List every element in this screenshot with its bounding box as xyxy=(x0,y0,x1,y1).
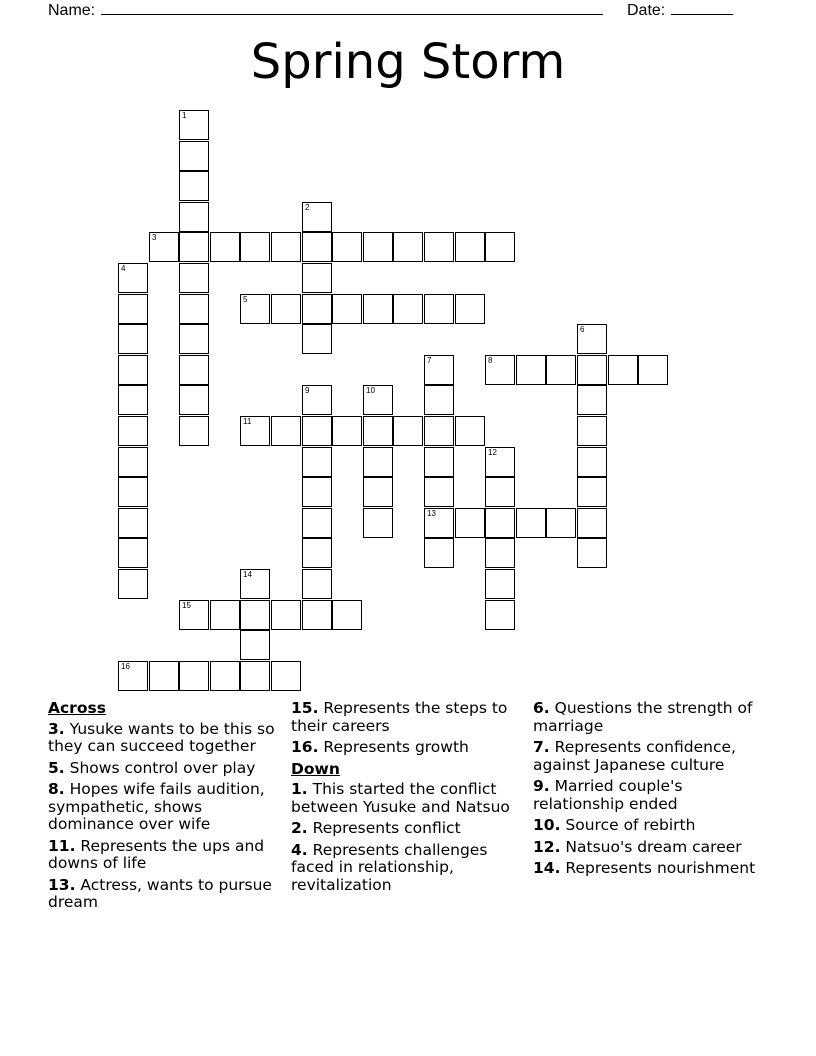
grid-cell[interactable] xyxy=(485,600,515,630)
grid-cell[interactable] xyxy=(485,538,515,568)
grid-cell[interactable] xyxy=(302,600,332,630)
grid-cell[interactable] xyxy=(424,294,454,324)
grid-cell[interactable] xyxy=(179,416,209,446)
grid-cell[interactable] xyxy=(424,538,454,568)
grid-cell[interactable] xyxy=(577,385,607,415)
clue-down-9: 9. Married couple's relationship ended xyxy=(533,777,683,813)
grid-cell[interactable] xyxy=(179,385,209,415)
clues-column-1 xyxy=(48,700,288,916)
grid-cell[interactable] xyxy=(179,661,209,691)
clue-across-3: 3. Yusuke wants to be this so they can succeed together xyxy=(48,719,275,755)
grid-cell[interactable] xyxy=(118,569,148,599)
grid-cell[interactable] xyxy=(302,263,332,293)
grid-cell[interactable] xyxy=(149,661,179,691)
grid-cell[interactable] xyxy=(302,385,332,415)
puzzle-title: Spring Storm xyxy=(250,34,566,90)
cell-number: 7 xyxy=(427,356,432,365)
grid-cell[interactable] xyxy=(424,355,454,385)
grid-cell[interactable] xyxy=(332,416,362,446)
grid-cell[interactable] xyxy=(179,202,209,232)
name-label: Name: xyxy=(48,2,96,19)
cell-number: 8 xyxy=(488,356,493,365)
clues-column-3 xyxy=(533,700,773,882)
grid-cell[interactable] xyxy=(363,416,393,446)
grid-cell[interactable] xyxy=(179,294,209,324)
grid-cell[interactable] xyxy=(363,447,393,477)
grid-cell[interactable] xyxy=(118,324,148,354)
grid-cell[interactable] xyxy=(271,232,301,262)
grid-cell[interactable] xyxy=(455,416,485,446)
grid-cell[interactable] xyxy=(302,569,332,599)
clue-down-7: 7. Represents confidence, against Japanese culture xyxy=(533,738,736,774)
cell-number: 10 xyxy=(366,386,375,395)
grid-cell[interactable] xyxy=(118,447,148,477)
grid-cell[interactable] xyxy=(608,355,638,385)
clue-down-10: 10. Source of rebirth xyxy=(533,816,696,834)
cell-number: 16 xyxy=(121,662,130,671)
grid-cell[interactable] xyxy=(118,385,148,415)
clue-down-14: 14. Represents nourishment xyxy=(533,859,756,877)
grid-cell[interactable] xyxy=(179,171,209,201)
cell-number: 5 xyxy=(243,295,248,304)
grid-cell[interactable] xyxy=(455,294,485,324)
grid-cell[interactable] xyxy=(577,416,607,446)
grid-cell[interactable] xyxy=(240,294,270,324)
grid-cell[interactable] xyxy=(302,447,332,477)
grid-cell[interactable] xyxy=(485,477,515,507)
cell-number: 9 xyxy=(305,386,310,395)
clue-down-1: 1. This started the conflict between Yusuke and Natsuo xyxy=(291,780,510,816)
grid-cell[interactable] xyxy=(149,232,179,262)
grid-cell[interactable] xyxy=(332,600,362,630)
grid-cell[interactable] xyxy=(302,294,332,324)
grid-cell[interactable] xyxy=(179,141,209,171)
grid-cell[interactable] xyxy=(302,324,332,354)
cell-number: 1 xyxy=(182,111,187,120)
grid-cell[interactable] xyxy=(424,416,454,446)
clue-down-2: 2. Represents conflict xyxy=(291,819,461,837)
grid-cell[interactable] xyxy=(393,294,423,324)
cell-number: 13 xyxy=(427,509,436,518)
grid-cell[interactable] xyxy=(271,416,301,446)
grid-cell[interactable] xyxy=(118,477,148,507)
grid-cell[interactable] xyxy=(210,600,240,630)
grid-cell[interactable] xyxy=(271,294,301,324)
grid-cell[interactable] xyxy=(118,538,148,568)
grid-cell[interactable] xyxy=(485,508,515,538)
grid-cell[interactable] xyxy=(332,294,362,324)
grid-cell[interactable] xyxy=(179,324,209,354)
grid-cell[interactable] xyxy=(577,538,607,568)
grid-cell[interactable] xyxy=(424,385,454,415)
grid-cell[interactable] xyxy=(302,416,332,446)
clues-column-2 xyxy=(291,700,531,898)
grid-cell[interactable] xyxy=(240,569,270,599)
grid-cell[interactable] xyxy=(118,416,148,446)
grid-cell[interactable] xyxy=(210,232,240,262)
clue-across-15: 15. Represents the steps to their careers xyxy=(291,699,508,735)
clue-across-11: 11. Represents the ups and downs of life xyxy=(48,836,265,872)
clue-across-5: 5. Shows control over play xyxy=(48,758,256,777)
cell-number: 4 xyxy=(121,264,126,273)
grid-cell[interactable] xyxy=(455,232,485,262)
grid-cell[interactable] xyxy=(363,232,393,262)
grid-cell[interactable] xyxy=(210,661,240,691)
cell-number: 15 xyxy=(182,601,191,610)
grid-cell[interactable] xyxy=(179,232,209,262)
grid-cell[interactable] xyxy=(118,263,148,293)
grid-cell[interactable] xyxy=(485,232,515,262)
grid-cell[interactable] xyxy=(118,294,148,324)
grid-cell[interactable] xyxy=(455,508,485,538)
clue-across-16: 16. Represents growth xyxy=(291,738,469,756)
grid-cell[interactable] xyxy=(240,416,270,446)
grid-cell[interactable] xyxy=(179,355,209,385)
cell-number: 14 xyxy=(243,570,252,579)
grid-cell[interactable] xyxy=(302,202,332,232)
grid-cell[interactable] xyxy=(638,355,668,385)
grid-cell[interactable] xyxy=(363,477,393,507)
grid-cell[interactable] xyxy=(118,355,148,385)
grid-cell[interactable] xyxy=(485,569,515,599)
grid-cell[interactable] xyxy=(485,355,515,385)
grid-cell[interactable] xyxy=(546,355,576,385)
grid-cell[interactable] xyxy=(516,355,546,385)
cell-number: 2 xyxy=(305,203,310,212)
grid-cell[interactable] xyxy=(240,232,270,262)
grid-cell[interactable] xyxy=(393,416,423,446)
grid-cell[interactable] xyxy=(577,447,607,477)
grid-cell[interactable] xyxy=(424,232,454,262)
grid-cell[interactable] xyxy=(363,294,393,324)
clue-across-13: 13. Actress, wants to pursue dream xyxy=(48,875,272,911)
grid-cell[interactable] xyxy=(302,477,332,507)
grid-cell[interactable] xyxy=(577,355,607,385)
grid-cell[interactable] xyxy=(577,477,607,507)
cell-number: 6 xyxy=(580,325,585,334)
grid-cell[interactable] xyxy=(516,508,546,538)
across-heading: Across xyxy=(48,699,106,717)
grid-cell[interactable] xyxy=(363,508,393,538)
cell-number: 11 xyxy=(243,417,252,426)
grid-cell[interactable] xyxy=(546,508,576,538)
grid-cell[interactable] xyxy=(302,232,332,262)
grid-cell[interactable] xyxy=(332,232,362,262)
grid-cell[interactable] xyxy=(179,263,209,293)
clue-down-12: 12. Natsuo's dream career xyxy=(533,837,742,856)
clue-down-6: 6. Questions the strength of marriage xyxy=(533,699,753,735)
date-label: Date: xyxy=(627,2,666,19)
grid-cell[interactable] xyxy=(179,110,209,140)
clue-down-4: 4. Represents challenges faced in relationship, revitalization xyxy=(291,840,488,894)
grid-cell[interactable] xyxy=(271,600,301,630)
clue-across-8: 8. Hopes wife fails audition, sympathetic, shows dominance over wife xyxy=(48,780,265,833)
grid-cell[interactable] xyxy=(363,385,393,415)
grid-cell[interactable] xyxy=(577,508,607,538)
grid-cell[interactable] xyxy=(393,232,423,262)
grid-cell[interactable] xyxy=(271,661,301,691)
grid-cell[interactable] xyxy=(302,538,332,568)
grid-cell[interactable] xyxy=(240,600,270,630)
grid-cell[interactable] xyxy=(424,447,454,477)
grid-cell[interactable] xyxy=(577,324,607,354)
down-heading: Down xyxy=(291,759,340,778)
grid-cell[interactable] xyxy=(485,447,515,477)
grid-cell[interactable] xyxy=(240,630,270,660)
grid-cell[interactable] xyxy=(240,661,270,691)
grid-cell[interactable] xyxy=(424,508,454,538)
cell-number: 3 xyxy=(152,233,157,242)
grid-cell[interactable] xyxy=(302,508,332,538)
grid-cell[interactable] xyxy=(424,477,454,507)
cell-number: 12 xyxy=(488,448,497,457)
grid-cell[interactable] xyxy=(118,508,148,538)
grid-cell[interactable] xyxy=(179,600,209,630)
grid-cell[interactable] xyxy=(118,661,148,691)
